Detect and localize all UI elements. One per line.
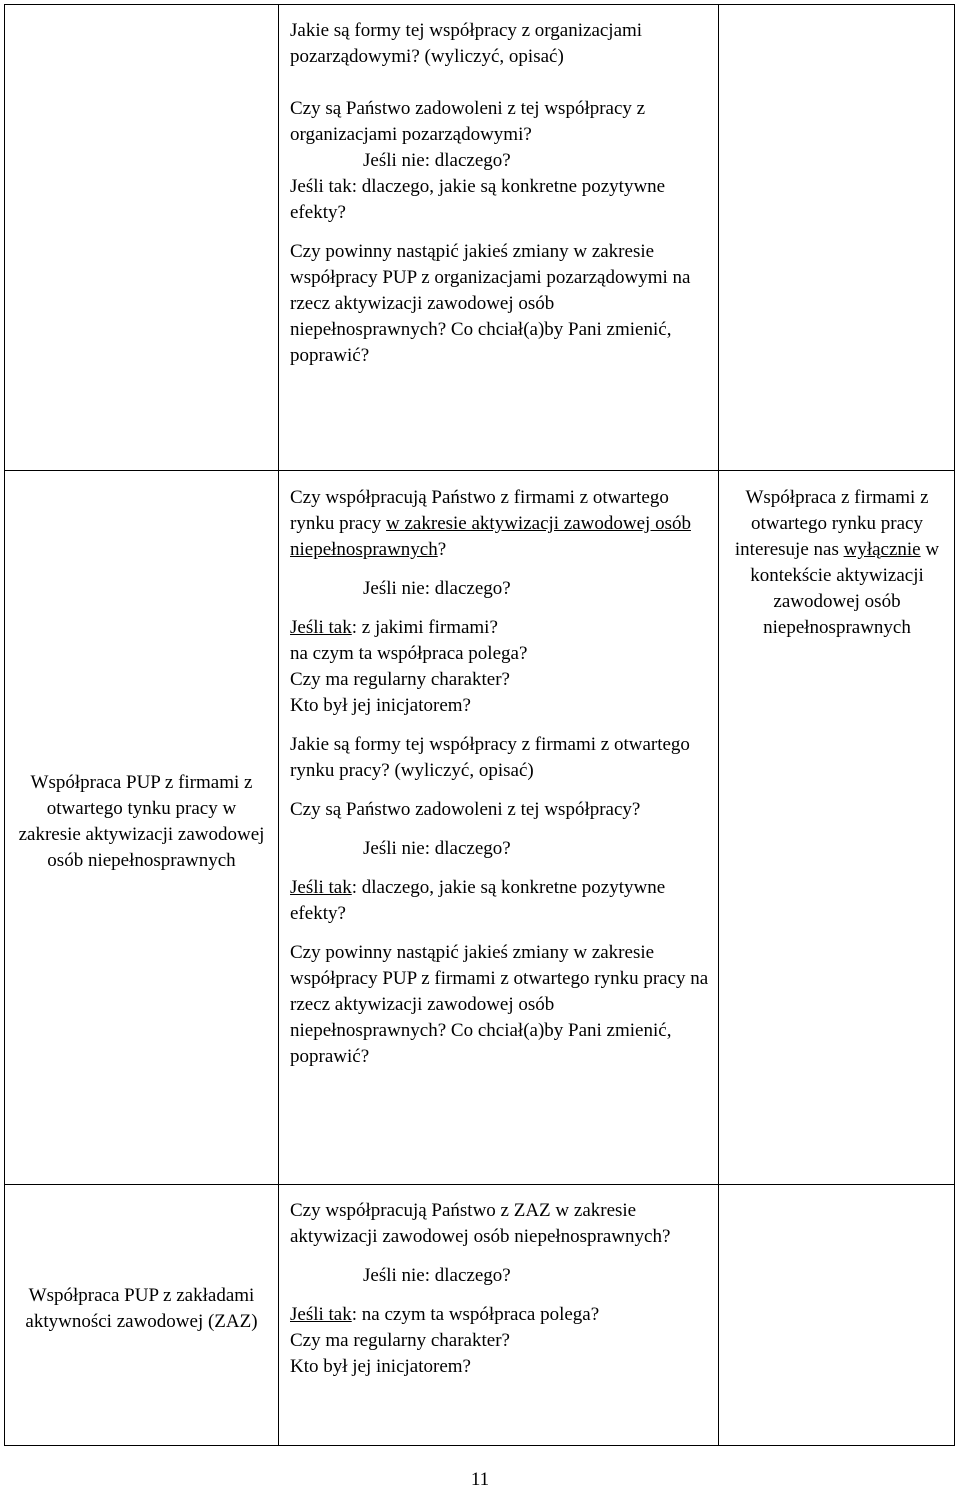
question-satisfaction-firms: Czy są Państwo zadowoleni z tej współpracy? bbox=[290, 799, 641, 820]
question-changes-ngo: Czy powinny nastąpić jakieś zmiany w zakresie współpracy PUP z organizacjami pozarządowymi na rzecz aktywizacji zawodowej osób niepełnosprawnych? Co chciał(a)by Pani zmienić, poprawić? bbox=[290, 241, 691, 366]
answer-if-no: Jeśli nie: dlaczego? bbox=[363, 578, 511, 599]
note-open-market-context: Współpraca z firmami z otwartego rynku pracy interesuje nas wyłącznie w kontekście aktywizacji zawodowej osób niepełnosprawnych bbox=[734, 487, 940, 638]
question-changes-firms: Czy powinny nastąpić jakieś zmiany w zakresie współpracy PUP z firmami z otwartego rynku pracy na rzecz aktywizacji zawodowej osób niepełnosprawnych? Co chciał(a)by Pani zmienić, poprawić? bbox=[290, 942, 709, 1067]
question-cooperation-firms: Czy współpracują Państwo z firmami z otwartego rynku pracy w zakresie aktywizacji zawodowej osób niepełnosprawnych? bbox=[290, 487, 691, 560]
answer-if-yes: Jeśli tak: z jakimi firmami? bbox=[290, 617, 498, 638]
row2-notes-cell bbox=[722, 485, 952, 641]
table-row-divider-1 bbox=[4, 470, 955, 471]
question-regularity: Czy ma regularny charakter? bbox=[290, 669, 510, 690]
question-how-cooperation: na czym ta współpraca polega? bbox=[290, 643, 528, 664]
question-cooperation-zaz: Czy współpracują Państwo z ZAZ w zakresie aktywizacji zawodowej osób niepełnosprawnych? bbox=[290, 1200, 671, 1247]
question-initiator: Kto był jej inicjatorem? bbox=[290, 1356, 471, 1377]
question-regularity: Czy ma regularny charakter? bbox=[290, 1330, 510, 1351]
question-forms-firms: Jakie są formy tej współpracy z firmami z otwartego rynku pracy? (wyliczyć, opisać) bbox=[290, 734, 690, 781]
answer-if-yes: Jeśli tak: dlaczego, jakie są konkretne pozytywne efekty? bbox=[290, 877, 666, 924]
answer-if-yes: Jeśli tak: dlaczego, jakie są konkretne pozytywne efekty? bbox=[290, 176, 666, 223]
row1-questions-cell bbox=[290, 18, 710, 369]
answer-if-no: Jeśli nie: dlaczego? bbox=[363, 838, 511, 859]
table-border-bottom bbox=[4, 1445, 955, 1446]
answer-if-yes: Jeśli tak: na czym ta współpraca polega? bbox=[290, 1304, 600, 1325]
interview-table bbox=[4, 4, 955, 1446]
question-satisfaction-ngo: Czy są Państwo zadowoleni z tej współpracy z organizacjami pozarządowymi? bbox=[290, 98, 646, 145]
row2-topic-cell bbox=[14, 770, 269, 874]
question-forms-ngo: Jakie są formy tej współpracy z organizacjami pozarządowymi? (wyliczyć, opisać) bbox=[290, 20, 643, 67]
row3-topic-cell bbox=[14, 1283, 269, 1335]
topic-open-market-cooperation: Współpraca PUP z firmami z otwartego tynku pracy w zakresie aktywizacji zawodowej osób niepełnosprawnych bbox=[18, 772, 265, 871]
row3-questions-cell bbox=[290, 1198, 710, 1380]
table-border-right bbox=[954, 4, 955, 1446]
row1-notes-cell bbox=[719, 5, 954, 470]
topic-zaz-cooperation: Współpraca PUP z zakładami aktywności zawodowej (ZAZ) bbox=[25, 1285, 258, 1332]
answer-if-no: Jeśli nie: dlaczego? bbox=[363, 1265, 511, 1286]
row3-notes-cell bbox=[719, 1185, 954, 1445]
row2-questions-cell bbox=[290, 485, 710, 1070]
page-number: 11 bbox=[470, 1469, 490, 1490]
row1-topic-cell bbox=[5, 5, 278, 470]
table-divider-col1 bbox=[278, 4, 279, 1446]
answer-if-no: Jeśli nie: dlaczego? bbox=[363, 150, 511, 171]
question-initiator: Kto był jej inicjatorem? bbox=[290, 695, 471, 716]
